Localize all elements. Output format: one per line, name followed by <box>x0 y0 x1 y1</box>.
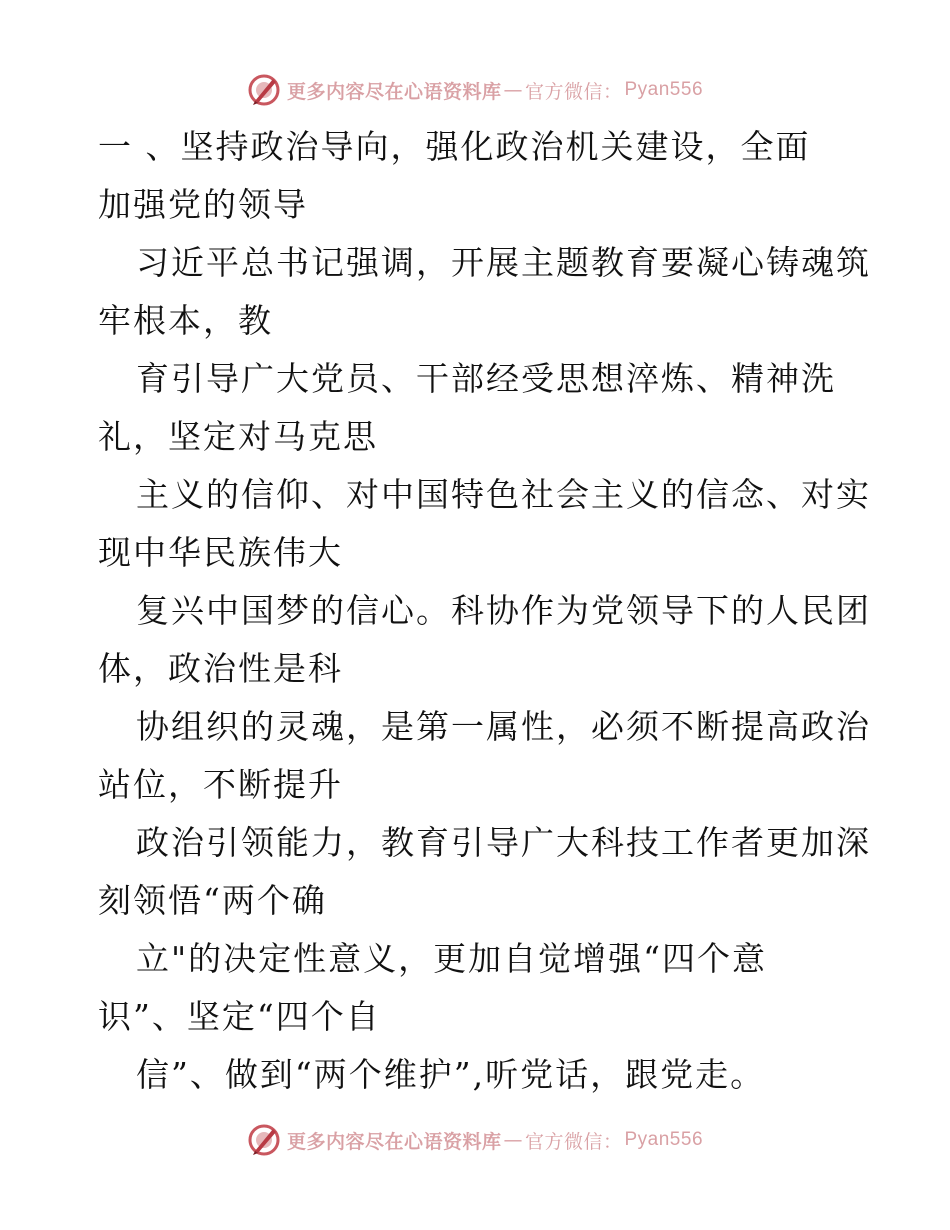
document-line: 刻领悟“两个确 <box>98 881 327 920</box>
watermark-official-label: 官方微信： <box>524 1130 623 1153</box>
document-line: 加强党的领导 <box>98 185 308 224</box>
watermark-dash: — <box>503 79 523 101</box>
watermark-brand-text: 更多内容尽在心语资料库 <box>286 80 502 103</box>
watermark-brand-text: 更多内容尽在心语资料库 <box>286 1130 502 1153</box>
document-line: 复兴中国梦的信心。科协作为党领导下的人民团 <box>136 591 871 630</box>
document-line: 体，政治性是科 <box>98 649 343 688</box>
document-line: 牢根本，教 <box>98 301 273 340</box>
footer-watermark <box>0 1120 950 1160</box>
document-line: 习近平总书记强调，开展主题教育要凝心铸魂筑 <box>136 243 871 282</box>
quill-pen-seal-icon <box>247 1123 281 1157</box>
quill-pen-seal-icon <box>247 73 281 107</box>
document-body <box>98 118 871 1104</box>
watermark-wechat-id: Pyan556 <box>624 1129 704 1150</box>
header-watermark <box>0 70 950 110</box>
document-line: 政治引领能力，教育引导广大科技工作者更加深 <box>136 823 871 862</box>
document-line: 站位，不断提升 <box>98 765 343 804</box>
document-line: 主义的信仰、对中国特色社会主义的信念、对实 <box>136 475 871 514</box>
document-line: 礼，坚定对马克思 <box>98 417 378 456</box>
document-line: 识”、坚定“四个自 <box>98 997 381 1036</box>
document-line: 立"的决定性意义，更加自觉增强“四个意 <box>136 939 768 978</box>
document-line: 协组织的灵魂，是第一属性，必须不断提高政治 <box>136 707 871 746</box>
watermark-official-label: 官方微信： <box>524 80 623 103</box>
document-line: 信”、做到“两个维护”,听党话，跟党走。 <box>136 1055 766 1094</box>
watermark-dash: — <box>503 1129 523 1151</box>
document-line: 现中华民族伟大 <box>98 533 343 572</box>
watermark-wechat-id: Pyan556 <box>624 79 704 100</box>
document-line: 一 、坚持政治导向，强化政治机关建设，全面 <box>98 127 811 166</box>
document-line: 育引导广大党员、干部经受思想淬炼、精神洗 <box>136 359 836 398</box>
